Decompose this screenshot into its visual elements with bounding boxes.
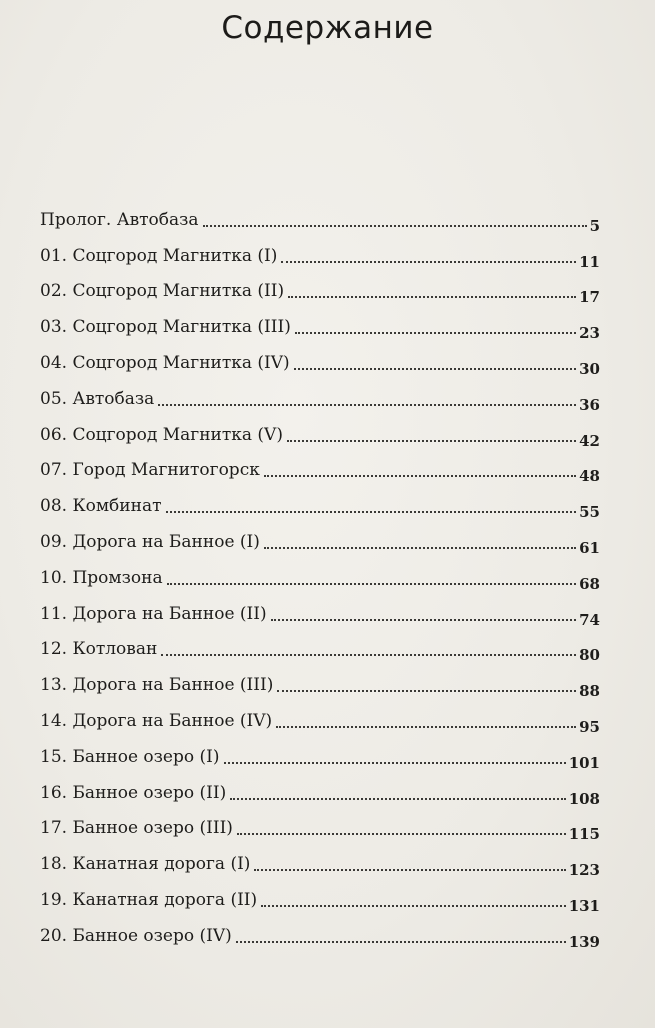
toc-entry-title: 07. Город Магнитогорск: [40, 460, 260, 481]
toc-page-number: 88: [579, 682, 600, 701]
toc-page-number: 68: [579, 574, 600, 593]
toc-page-number: 115: [568, 825, 600, 844]
toc-entry-title: 17. Банное озеро (III): [40, 818, 233, 839]
toc-entry: [40, 665, 600, 701]
toc-entry: [40, 844, 600, 880]
toc-entry-title: 03. Соцгород Магнитка (III): [40, 317, 291, 338]
toc-entry: [40, 809, 600, 845]
dot-leader: [161, 654, 576, 656]
toc-entry-title: 14. Дорога на Банное (IV): [40, 710, 273, 731]
toc-entry-title: Пролог. Автобаза: [40, 209, 199, 230]
toc-entry-title: 01. Соцгород Магнитка (I): [40, 245, 278, 266]
toc-page-number: 36: [579, 395, 600, 414]
dot-leader: [237, 833, 566, 835]
toc-entry: [40, 916, 600, 952]
dot-leader: [264, 475, 576, 477]
toc-entry: [40, 343, 600, 379]
toc-page-number: 5: [589, 216, 600, 235]
dot-leader: [281, 261, 576, 263]
toc-entry: [40, 415, 600, 451]
dot-leader: [254, 869, 565, 871]
dot-leader: [276, 726, 576, 728]
dot-leader: [288, 296, 576, 298]
toc-entry-title: 15. Банное озеро (I): [40, 746, 220, 767]
toc-page-number: 23: [579, 324, 600, 343]
toc-entry: [40, 522, 600, 558]
toc-page-number: 61: [579, 538, 600, 557]
dot-leader: [203, 225, 587, 227]
toc-entry: [40, 594, 600, 630]
dot-leader: [224, 762, 566, 764]
toc-page-number: 74: [579, 610, 600, 629]
dot-leader: [295, 332, 576, 334]
toc-entry: [40, 307, 600, 343]
toc-entry-title: 02. Соцгород Магнитка (II): [40, 281, 285, 302]
dot-leader: [167, 583, 577, 585]
dot-leader: [230, 798, 565, 800]
toc-entry: [40, 630, 600, 666]
toc-entry: [40, 486, 600, 522]
toc-entry: [40, 272, 600, 308]
toc-entry-title: 05. Автобаза: [40, 388, 155, 409]
toc-page-number: 30: [579, 359, 600, 378]
dot-leader: [166, 511, 577, 513]
dot-leader: [158, 404, 576, 406]
toc-entry-title: 08. Комбинат: [40, 496, 162, 517]
toc-entry: [40, 236, 600, 272]
toc-entry: [40, 558, 600, 594]
toc-entry-title: 04. Соцгород Магнитка (IV): [40, 352, 290, 373]
toc-page-number: 131: [568, 896, 600, 915]
toc-entry: [40, 451, 600, 487]
toc-entry-title: 20. Банное озеро (IV): [40, 925, 232, 946]
dot-leader: [236, 941, 566, 943]
toc-entry-title: 13. Дорога на Банное (III): [40, 675, 274, 696]
toc-entry: [40, 773, 600, 809]
toc-entry-title: 10. Промзона: [40, 567, 163, 588]
toc-entry: [40, 737, 600, 773]
dot-leader: [261, 905, 566, 907]
toc-entry: [40, 880, 600, 916]
toc-entry-title: 09. Дорога на Банное (I): [40, 531, 260, 552]
toc-page-number: 55: [579, 503, 600, 522]
toc-entry-title: 16. Банное озеро (II): [40, 782, 227, 803]
dot-leader: [264, 547, 576, 549]
toc-page-number: 17: [579, 288, 600, 307]
toc-entry-title: 12. Котлован: [40, 639, 158, 660]
dot-leader: [294, 368, 576, 370]
dot-leader: [277, 690, 576, 692]
toc-page-number: 48: [579, 467, 600, 486]
toc-entry-title: 11. Дорога на Банное (II): [40, 603, 267, 624]
toc-entry-title: 06. Соцгород Магнитка (V): [40, 424, 283, 445]
page-title: Содержание: [221, 10, 434, 46]
dot-leader: [287, 440, 576, 442]
toc-page-number: 80: [579, 646, 600, 665]
toc-page-number: 95: [579, 717, 600, 736]
toc-page-number: 11: [579, 252, 600, 271]
toc-page-number: 101: [568, 753, 600, 772]
toc-entry: [40, 200, 600, 236]
toc-entry-title: 18. Канатная дорога (I): [40, 854, 251, 875]
toc-entry-title: 19. Канатная дорога (II): [40, 889, 258, 910]
toc-entry: [40, 701, 600, 737]
toc-page-number: 123: [568, 861, 600, 880]
table-of-contents: [40, 200, 600, 952]
toc-page-number: 42: [579, 431, 600, 450]
dot-leader: [271, 619, 577, 621]
toc-entry: [40, 379, 600, 415]
toc-page-number: 108: [568, 789, 600, 808]
toc-page-number: 139: [568, 932, 600, 951]
